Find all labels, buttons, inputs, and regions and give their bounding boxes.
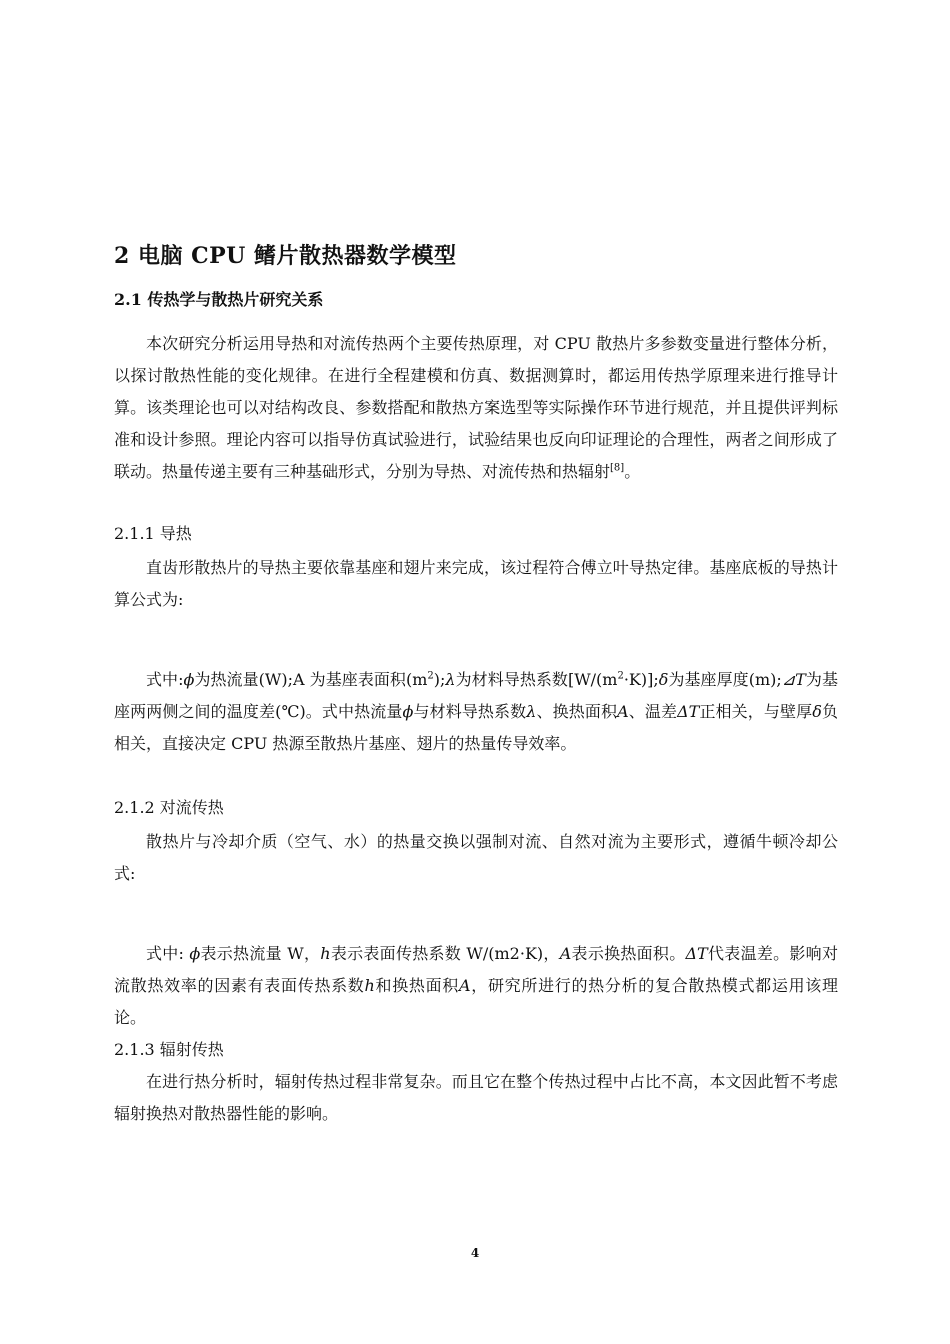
formula-explanation-conduction: 式中:ϕ为热流量(W);A 为基座表面积$(m^2);\lambda$为材料导热系数$[W/(m^2\cdot K)];\delta$为基座厚度(m);⊿T为基座两两侧之间的温度差(℃)。式中热流量ϕ与材料导热系数λ、换热面积A、温差ΔT正相关，与壁厚δ负相关，直接决定 CPU 热源至散热片基座、翅片的热量传导效率。 [114, 670, 838, 753]
section-heading-2-1: 2.1 传热学与散热片研究关系 [114, 290, 324, 309]
paragraph-2-1-2: 散热片与冷却介质（空气、水）的热量交换以强制对流、自然对流为主要形式，遵循牛顿冷却公式: [114, 832, 838, 883]
chapter-heading: 2 电脑 CPU 鳍片散热器数学模型 [114, 243, 457, 269]
paragraph-2-1-1: 直齿形散热片的导热主要依靠基座和翅片来完成，该过程符合傅立叶导热定律。基座底板的导热计算公式为: [114, 558, 838, 609]
section-heading-2-1-3: 2.1.3 辐射传热 [114, 1040, 224, 1059]
paragraph-2-1-end: 。 [624, 462, 641, 481]
paragraph-2-1 [114, 328, 838, 488]
paragraph-2-1-3: 在进行热分析时，辐射传热过程非常复杂。而且它在整个传热过程中占比不高，本文因此暂不考虑辐射换热对散热器性能的影响。 [114, 1072, 838, 1123]
section-heading-2-1-2: 2.1.2 对流传热 [114, 798, 224, 817]
section-heading-2-1-1: 2.1.1 导热 [114, 524, 192, 543]
citation-ref: [8] [610, 462, 625, 474]
paragraph-2-1-text: 本次研究分析运用导热和对流传热两个主要传热原理，对 CPU 散热片多参数变量进行整体分析，以探讨散热性能的变化规律。在进行全程建模和仿真、数据测算时，都运用传热学原理来进行推导计算。该类理论也可以对结构改良、参数搭配和散热方案选型等实际操作环节进行规范，并且提供评判标准和设计参照。理论内容可以指导仿真试验进行，试验结果也反向印证理论的合理性，两者之间形成了联动。热量传递主要有三种基础形式，分别为导热、对流传热和热辐射 [114, 334, 838, 481]
page-number: 4 [470, 1246, 480, 1260]
formula-explanation-convection: 式中: ϕ表示热流量 W，h表示表面传热系数 W/(m2·K)，A表示换热面积。ΔT代表温差。影响对流散热效率的因素有表面传热系数h和换热面积A，研究所进行的热分析的复合散热模式都运用该理论。 [114, 944, 838, 1027]
